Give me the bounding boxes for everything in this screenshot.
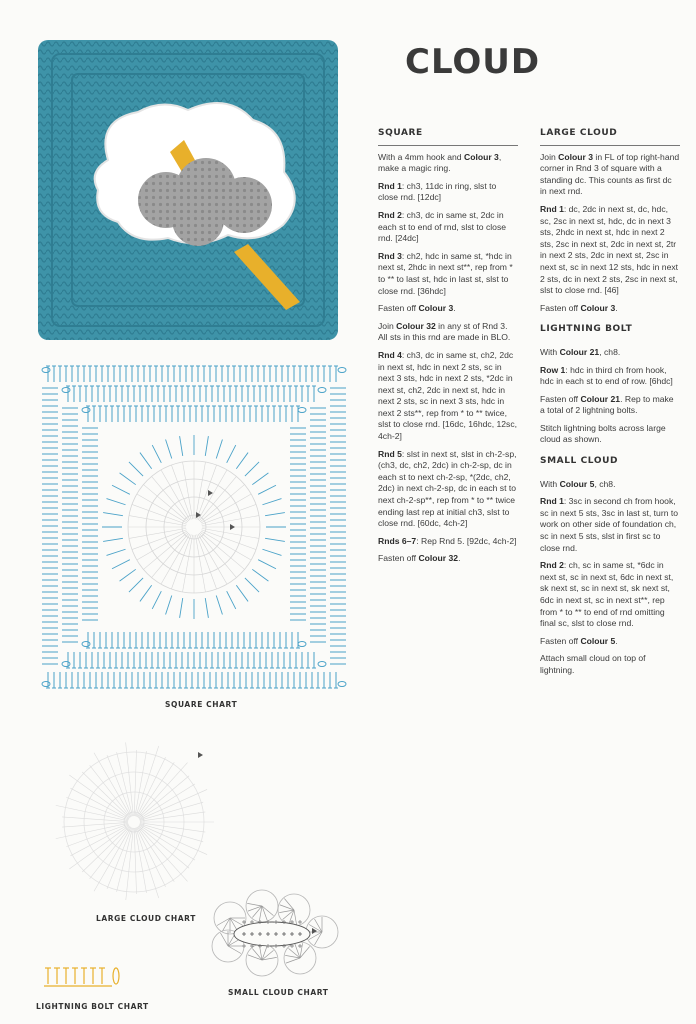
chain-loop-symbol xyxy=(338,682,346,687)
radial-stitch-symbol xyxy=(216,440,222,459)
shell-dc-symbol xyxy=(228,946,241,954)
radial-stitch-symbol xyxy=(152,445,161,463)
instruction-paragraph xyxy=(540,496,680,554)
instruction-paragraph xyxy=(378,251,518,297)
instruction-paragraph xyxy=(378,350,518,443)
radial-stitch-symbol xyxy=(107,549,126,555)
centre-dc-symbol xyxy=(195,462,205,519)
radial-stitch-symbol xyxy=(180,598,183,618)
cloud-stitch-symbol xyxy=(69,826,129,869)
chain-loop-symbol xyxy=(298,408,306,413)
square-instructions xyxy=(378,128,518,571)
cloud-stitch-symbol xyxy=(139,784,195,819)
chain-loop-symbol xyxy=(318,388,326,393)
instruction-text: : ch3, dc in same st, 2dc in each st to end of rnd, slst to close rnd. [24dc] xyxy=(378,209,507,244)
instruction-text: Join xyxy=(540,151,559,162)
cloud-instructions xyxy=(540,128,680,683)
turning-chain-symbol xyxy=(113,968,119,984)
instruction-text: Attach small cloud on top of lightning. xyxy=(540,653,646,675)
radial-stitch-symbol xyxy=(258,485,276,494)
instruction-text: : slst in next st, slst in ch-2-sp, (ch3, dc, ch2, 2dc) in ch-2-sp, dc in each st to next ch-2-sp, *(2dc, ch2, 2dc) in next ch-2-sp, dc in each st to next ch-2-sp**, rep from * to ** twice ending last rep at initial ch3, slst to close rnd. [60dc, 4ch-2] xyxy=(378,448,517,529)
centre-dc-symbol xyxy=(198,470,227,520)
small-cloud-chart xyxy=(200,888,350,980)
cloud-stitch-symbol xyxy=(126,828,134,900)
cloud-stitch-symbol xyxy=(62,822,128,827)
instruction-text: : ch3, dc in same st, ch2, 2dc in next st, hdc in next 2 sts, sc in next 3 sts, hdc in next 2 sts, *2dc in next st, ch2, 2dc in next st, hdc in next 2 sts, sc in next 3 sts, hdc in next 2 sts**, rep from * to ** twice, slst to close rnd. [16dc, 16hdc, 12sc, 4ch-2] xyxy=(378,349,518,442)
chain-loop-symbol xyxy=(62,662,70,667)
shell-dc-symbol xyxy=(247,903,262,906)
centre-dc-symbol xyxy=(201,531,251,560)
square-chart xyxy=(38,362,350,692)
large-cloud-heading: LARGE CLOUD xyxy=(540,128,680,146)
radial-stitch-symbol xyxy=(265,538,285,541)
cloud-stitch-symbol xyxy=(69,775,129,818)
radial-stitch-symbol xyxy=(112,485,130,494)
colour-name: Colour 3 xyxy=(580,302,616,313)
instruction-text-tail: , ch8. xyxy=(599,346,621,357)
small-cloud-paras xyxy=(540,479,680,677)
centre-dc-symbol xyxy=(161,534,190,584)
instruction-paragraph xyxy=(378,303,518,315)
radial-stitch-symbol xyxy=(103,513,123,516)
centre-dc-symbol xyxy=(183,462,193,519)
sc-plus-symbol xyxy=(298,944,302,948)
instruction-paragraph xyxy=(540,636,680,648)
radial-stitch-symbol xyxy=(236,453,248,469)
radial-stitch-symbol xyxy=(120,473,136,485)
shell-dc-symbol xyxy=(286,958,300,963)
instruction-paragraph xyxy=(540,560,680,630)
round-label: Rnd 1 xyxy=(378,180,402,191)
instruction-text-tail: . Rep to make a total of 2 lightning bolts. xyxy=(540,393,674,416)
centre-dc-symbol xyxy=(202,516,259,526)
instruction-paragraph xyxy=(540,152,680,198)
cloud-stitch-symbol xyxy=(134,750,136,816)
radial-stitch-symbol xyxy=(258,560,276,569)
instruction-text: Fasten off xyxy=(540,635,581,646)
radial-stitch-symbol xyxy=(180,436,183,456)
radial-stitch-symbol xyxy=(205,436,208,456)
instruction-text: Join xyxy=(378,320,397,331)
instruction-text: Fasten off xyxy=(378,553,419,564)
colour-name: Colour 3 xyxy=(463,151,499,162)
colour-name: Colour 32 xyxy=(418,553,459,564)
cloud-stitch-symbol xyxy=(140,812,205,821)
radial-stitch-symbol xyxy=(245,462,259,476)
instruction-text-tail: . xyxy=(458,553,461,564)
round-label: Rnd 3 xyxy=(378,250,402,261)
small-cloud-heading: SMALL CLOUD xyxy=(540,456,619,467)
colour-name: Colour 5 xyxy=(559,478,595,489)
lightning-bolt-chart xyxy=(42,962,124,992)
round-label: Rnd 2 xyxy=(540,560,564,571)
chain-loop-symbol xyxy=(338,368,346,373)
lightning-bolt-paras xyxy=(540,347,680,446)
centre-dc-symbol xyxy=(137,531,187,560)
instruction-paragraph xyxy=(540,479,680,491)
round-label: Rnd 1 xyxy=(540,496,564,507)
square-chart-label: SQUARE CHART xyxy=(165,700,238,709)
radial-stitch-symbol xyxy=(140,585,152,601)
instruction-paragraph xyxy=(540,303,680,315)
centre-dc-symbol xyxy=(161,470,190,520)
cloud-stitch-symbol xyxy=(134,828,136,894)
lightning-bolt-heading: LIGHTNING BOLT xyxy=(540,324,633,335)
round-label: Rnds 6–7 xyxy=(378,535,417,546)
centre-dc-symbol xyxy=(183,535,193,592)
radial-stitch-symbol xyxy=(152,591,161,609)
page-title: CLOUD xyxy=(405,42,541,82)
centre-dc-symbol xyxy=(202,530,257,550)
radial-stitch-symbol xyxy=(140,453,152,469)
centre-dc-symbol xyxy=(201,494,251,523)
centre-dc-symbol xyxy=(129,516,186,526)
instruction-text: : ch, sc in same st, *6dc in next st, sc in next st, 6dc in next st, sk next st, sc in next st, sk next st, 6dc in next st, sc in next st**, rep from * to ** to end of rnd omitting final sc, slst to close rnd. xyxy=(540,560,674,629)
sc-plus-symbol xyxy=(298,920,302,924)
cloud-stitch-symbol xyxy=(62,817,128,822)
instruction-text: With xyxy=(540,346,560,357)
sc-plus-symbol xyxy=(242,944,246,948)
centre-dc-symbol xyxy=(171,535,191,590)
centre-dc-symbol xyxy=(197,535,217,590)
radial-stitch-symbol xyxy=(166,440,172,459)
round-label: Rnd 4 xyxy=(378,349,402,360)
cloud-stitch-symbol xyxy=(140,823,205,832)
instruction-text: : dc, 2dc in next st, dc, hdc, sc, 2sc in next st, hdc, dc in next 3 sts, 2hdc in next st, hdc in next 2 sts, 2sc in next st, 2dc in next st, 2tr in next 2 sts, 2dc in next st, 2sc in next st, sc in next 12 sts, hdc in next 2 sts, dc in next 2 sts, 2sc in next st, slst to close rnd. [46] xyxy=(540,203,679,296)
cloud-stitch-symbol xyxy=(66,797,128,820)
radial-stitch-symbol xyxy=(262,549,281,555)
instruction-text: : Rep Rnd 5. [92dc, 4ch-2] xyxy=(416,535,517,546)
radial-stitch-symbol xyxy=(129,462,143,476)
centre-dc-symbol xyxy=(132,504,187,524)
instruction-text: Stitch lightning bolts across large cloud as shown. xyxy=(540,422,666,445)
radial-stitch-symbol xyxy=(103,538,123,541)
radial-stitch-symbol xyxy=(107,499,126,505)
centre-dc-symbol xyxy=(202,528,259,538)
radial-stitch-symbol xyxy=(245,578,259,592)
instruction-text: Fasten off xyxy=(378,303,419,314)
instruction-text-tail: in any st of Rnd 3. All sts in this rnd are made in BLO. xyxy=(378,320,511,343)
radial-stitch-symbol xyxy=(129,578,143,592)
radial-stitch-symbol xyxy=(112,560,130,569)
centre-dc-symbol xyxy=(198,534,227,584)
shell-dc-symbol xyxy=(221,933,229,946)
instruction-text: Fasten off xyxy=(540,302,581,313)
radial-stitch-symbol xyxy=(262,499,281,505)
instruction-text-tail: . xyxy=(453,303,456,314)
radial-stitch-symbol xyxy=(166,595,172,614)
cloud-stitch-symbol xyxy=(94,753,131,817)
centre-dc-symbol xyxy=(202,504,257,524)
chain-loop-symbol xyxy=(42,368,50,373)
colour-name: Colour 3 xyxy=(558,151,594,162)
radial-stitch-symbol xyxy=(216,595,222,614)
centre-dc-symbol xyxy=(137,494,187,523)
colour-name: Colour 32 xyxy=(396,320,436,331)
instruction-text: : hdc in third ch from hook, hdc in each st to end of row. [6hdc] xyxy=(540,364,673,387)
centre-dc-symbol xyxy=(197,465,217,520)
radial-stitch-symbol xyxy=(236,585,248,601)
instruction-paragraph xyxy=(378,152,518,175)
radial-stitch-symbol xyxy=(265,513,285,516)
centre-dc-symbol xyxy=(171,465,191,520)
square-heading: SQUARE xyxy=(378,128,518,146)
chain-loop-symbol xyxy=(62,388,70,393)
instruction-paragraph xyxy=(378,536,518,548)
instruction-text: : 3sc in second ch from hook, sc in next 5 sts, 3sc in last st, turn to work on other side of foundation ch, sc in next 5 sts, slst in first sc to close rnd. xyxy=(540,496,679,553)
instruction-paragraph xyxy=(540,394,680,417)
cloud-stitch-symbol xyxy=(94,827,131,891)
centre-dc-symbol xyxy=(129,528,186,538)
instruction-paragraph xyxy=(378,321,518,344)
direction-arrow-icon xyxy=(198,752,203,758)
instruction-text: With a 4mm hook and xyxy=(378,151,464,162)
instruction-paragraph xyxy=(540,423,680,446)
instruction-paragraph xyxy=(540,365,680,388)
instruction-text: Fasten off xyxy=(540,393,581,404)
direction-arrow-icon xyxy=(230,524,235,530)
radial-stitch-symbol xyxy=(227,591,236,609)
radial-stitch-symbol xyxy=(120,569,136,581)
shell-dc-symbol xyxy=(294,910,297,925)
instruction-paragraph xyxy=(378,181,518,204)
square-paras xyxy=(378,152,518,565)
instruction-text: : ch3, 11dc in ring, slst to close rnd. [12dc] xyxy=(378,180,497,203)
large-cloud-paras xyxy=(540,152,680,315)
centre-dc-symbol xyxy=(195,535,205,592)
round-label: Rnd 5 xyxy=(378,448,402,459)
radial-stitch-symbol xyxy=(252,569,268,581)
instruction-text-tail: . xyxy=(615,635,618,646)
instruction-paragraph xyxy=(378,210,518,245)
small-cloud-chart-label: SMALL CLOUD CHART xyxy=(228,988,329,997)
instruction-text-tail: , ch8. xyxy=(594,478,616,489)
round-label: Row 1 xyxy=(540,364,566,375)
colour-name: Colour 5 xyxy=(580,635,616,646)
round-label: Rnd 1 xyxy=(540,203,564,214)
instruction-paragraph xyxy=(540,204,680,297)
cloud-stitch-symbol xyxy=(136,746,159,816)
centre-dc-symbol xyxy=(132,530,187,550)
chain-loop-symbol xyxy=(82,642,90,647)
instruction-text-tail: , make a magic ring. xyxy=(378,151,502,174)
round-label: Rnd 2 xyxy=(378,209,402,220)
colour-name: Colour 3 xyxy=(418,303,454,314)
instruction-paragraph xyxy=(378,449,518,530)
chain-loop-symbol xyxy=(82,408,90,413)
instruction-text-tail: in FL of top right-hand corner in Rnd 3 of square with a standing dc. This counts as first dc in next rnd. xyxy=(540,151,680,197)
cloud-stitch-symbol xyxy=(66,824,128,847)
large-cloud-chart xyxy=(38,730,238,900)
radial-stitch-symbol xyxy=(252,473,268,485)
radial-stitch-symbol xyxy=(227,445,236,463)
chain-loop-symbol xyxy=(42,682,50,687)
instruction-text: With xyxy=(540,478,560,489)
instruction-paragraph xyxy=(540,347,680,359)
colour-name: Colour 21 xyxy=(559,346,600,357)
large-cloud-chart-label: LARGE CLOUD CHART xyxy=(96,914,196,923)
cloud-stitch-symbol xyxy=(139,825,195,860)
instruction-paragraph xyxy=(378,553,518,565)
cloud-square-illustration xyxy=(38,40,338,340)
radial-stitch-symbol xyxy=(205,598,208,618)
chain-loop-symbol xyxy=(298,642,306,647)
instruction-text: : ch2, hdc in same st, *hdc in next st, 2hdc in next st**, rep from * to ** to last st, hdc in last st, slst to close rnd. [36hdc] xyxy=(378,250,513,296)
instruction-text-tail: . xyxy=(615,302,618,313)
instruction-paragraph xyxy=(540,653,680,676)
chain-loop-symbol xyxy=(318,662,326,667)
lightning-bolt-chart-label: LIGHTNING BOLT CHART xyxy=(36,1002,149,1011)
square-photo xyxy=(38,40,338,340)
colour-name: Colour 21 xyxy=(580,393,621,404)
cloud-stitch-symbol xyxy=(136,828,159,898)
